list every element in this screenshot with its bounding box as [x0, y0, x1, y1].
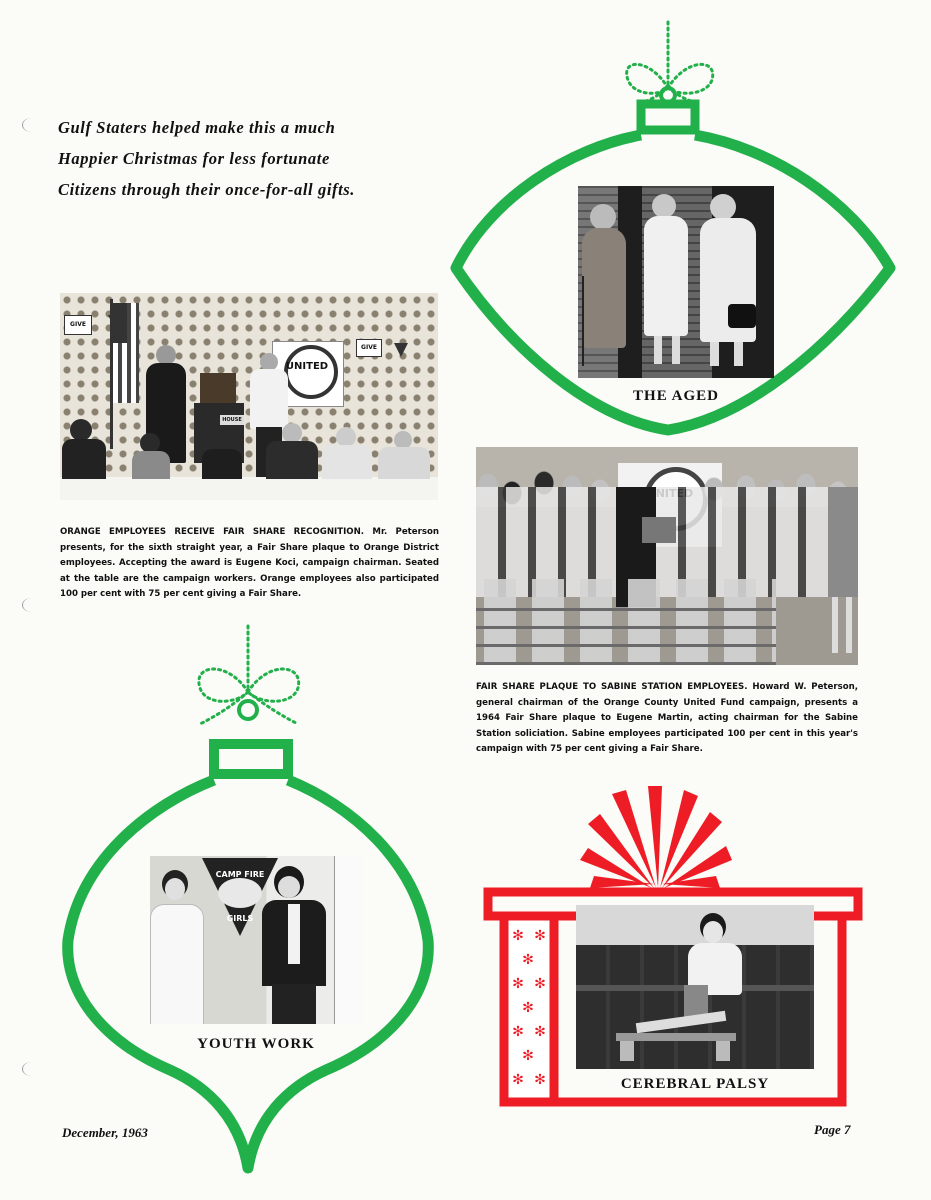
youth-label: YOUTH WORK [197, 1036, 315, 1052]
orange-caption [60, 525, 439, 603]
badge-top-text: CAMP FIRE [215, 870, 265, 879]
punch-hole-mark [22, 118, 41, 132]
gift-bow [570, 784, 740, 894]
aged-label: THE AGED [633, 388, 719, 404]
svg-text:✻: ✻ [512, 976, 524, 992]
orange-caption-body: Mr. Peterson presents, for the sixth straight year, a Fair Share plaque to Orange District employees. Accepting the award is Eugene Koci, campaign chairman. Seated at the table are the campaign workers. Orange employees also participated 100 per cent with 75 per cent giving a Fair Share. [60, 527, 439, 599]
punch-hole-mark [22, 598, 41, 612]
svg-text:✻: ✻ [522, 1000, 534, 1016]
give-sign: GIVE [356, 339, 382, 357]
sabine-caption [476, 680, 858, 758]
give-sign: GIVE [64, 315, 92, 335]
intro-line: Citizens through their once-for-all gifts. [58, 180, 356, 199]
svg-text:✻: ✻ [512, 928, 524, 944]
svg-text:✻: ✻ [534, 1024, 546, 1040]
aged-photo [578, 186, 774, 378]
sabine-caption-body: Howard W. Peterson, general chairman of the Orange County United Fund campaign, presents a 1964 Fair Share plaque to Eugene Martin, acting chairman for the Sabine Station soliciation. Sabine employees participated 100 per cent in this year's campaign with 75 per cent giving a Fair Share. [476, 682, 858, 754]
orange-caption-heading: ORANGE EMPLOYEES RECEIVE FAIR SHARE RECOGNITION. [60, 527, 365, 537]
house-box-label: HOUSE [220, 415, 244, 425]
united-logo [284, 345, 338, 399]
svg-text:✻: ✻ [534, 1072, 546, 1088]
punch-hole-mark [22, 1062, 41, 1076]
svg-text:✻: ✻ [534, 976, 546, 992]
united-banner-text: UNITED [285, 361, 329, 372]
sabine-caption-heading: FAIR SHARE PLAQUE TO SABINE STATION EMPLOYEES. [476, 682, 748, 692]
intro-line: Gulf Staters helped make this a much [58, 118, 336, 137]
intro-text [58, 112, 418, 205]
intro-line: Happier Christmas for less fortunate [58, 149, 330, 168]
orange-employees-photo [60, 293, 438, 500]
sabine-station-photo [476, 447, 858, 665]
footer-page-number: Page 7 [814, 1122, 851, 1137]
svg-text:✻: ✻ [522, 1048, 534, 1064]
youth-photo [150, 856, 362, 1024]
svg-text:✻: ✻ [512, 1024, 524, 1040]
svg-text:✻: ✻ [512, 1072, 524, 1088]
svg-text:✻: ✻ [522, 952, 534, 968]
footer-date: December, 1963 [62, 1125, 148, 1140]
cerebral-palsy-photo [576, 905, 814, 1069]
badge-bottom-text: GIRLS [226, 914, 254, 923]
svg-text:✻: ✻ [534, 928, 546, 944]
cerebral-palsy-label: CEREBRAL PALSY [620, 1076, 770, 1092]
